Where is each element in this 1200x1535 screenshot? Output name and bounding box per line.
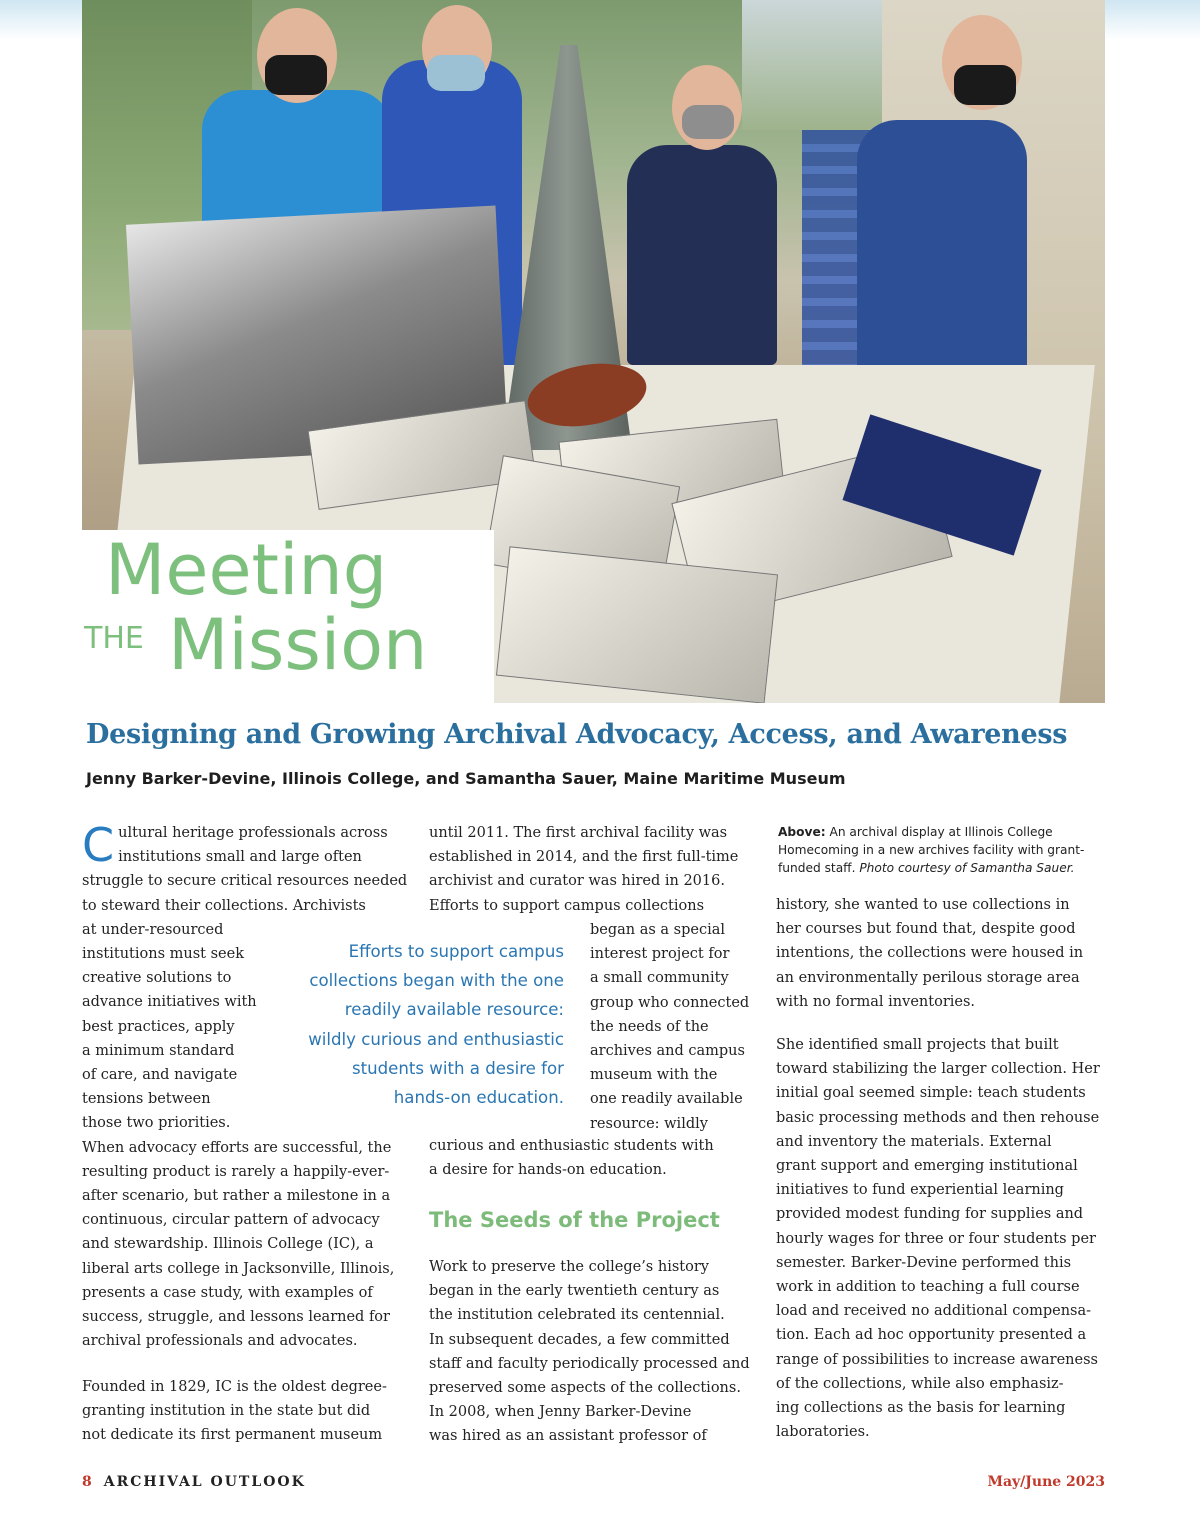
issue-date: May/June 2023 [987,1474,1105,1490]
text-line: tion. Each ad hoc opportunity presented a [776,1327,1087,1344]
text-line: work in addition to teaching a full course [776,1279,1080,1296]
text-line: one readily available [590,1091,743,1108]
text-line: at under-resourced [82,921,224,938]
text-line: ultural heritage professionals across [118,825,388,841]
text-line: In 2008, when Jenny Barker-Devine [429,1404,692,1421]
col1-paragraph-2 [82,1375,412,1448]
text-line: archives and campus [590,1043,745,1060]
text-line: range of possibilities to increase awareness [776,1351,1098,1368]
photo-mask-3 [682,105,734,139]
caption-label: Above: [778,825,826,839]
text-line: grant support and emerging institutional [776,1158,1078,1175]
title-line-2: Mission [168,604,428,686]
text-line: of the collections, while also emphasiz- [776,1375,1064,1392]
text-line: a desire for hands-on education. [429,1162,667,1179]
text-line: laboratories. [776,1424,870,1441]
text-line: not dedicate its first permanent museum [82,1427,383,1444]
text-line: curious and enthusiastic students with [429,1138,714,1154]
text-line: presents a case study, with examples of [82,1284,373,1301]
pull-quote-line: wildly curious and enthusiastic [308,1029,564,1049]
text-line: a minimum standard [82,1042,235,1059]
text-line: group who connected [590,994,750,1011]
text-line: until 2011. The first archival facility was [429,825,728,841]
text-line: liberal arts college in Jacksonville, Illinois, [82,1260,395,1277]
text-line: began as a special [590,922,726,938]
text-line: archival professionals and advocates. [82,1333,358,1350]
text-line: Efforts to support campus collections [429,897,705,914]
text-line: to steward their collections. Archivists [82,897,366,914]
text-line: hourly wages for three or four students per [776,1230,1096,1247]
photo-mask-2 [427,55,485,91]
pull-quote-line: readily available resource: [344,1000,564,1020]
photo-yearbook [496,546,778,703]
pull-quote-line: collections began with the one [309,971,564,991]
text-line: institutions small and large often [118,849,362,866]
text-line: creative solutions to [82,970,232,987]
text-line: an environmentally perilous storage area [776,969,1080,986]
photo-person-3 [627,145,777,365]
text-line: began in the early twentieth century as [429,1283,720,1300]
text-line: provided modest funding for supplies and [776,1206,1084,1223]
text-line: success, struggle, and lessons learned for [82,1309,390,1326]
text-line: preserved some aspects of the collections. [429,1380,741,1397]
text-line: toward stabilizing the larger collection. Her [776,1061,1100,1078]
text-line: intentions, the collections were housed in [776,945,1084,962]
text-line: was hired as an assistant professor of [429,1428,707,1445]
text-line: basic processing methods and then rehouse [776,1109,1100,1126]
text-line: history, she wanted to use collections in [776,897,1070,913]
text-line: and inventory the materials. External [776,1133,1052,1150]
article-subtitle: Designing and Growing Archival Advocacy, Access, and Awareness [86,719,1068,750]
title-the: THE [84,621,144,656]
photo-window-right [742,0,892,130]
text-line: Founded in 1829, IC is the oldest degree- [82,1379,387,1395]
text-line: struggle to secure critical resources needed [82,873,408,890]
pull-quote-line: hands-on education. [393,1088,564,1108]
text-line: In subsequent decades, a few committed [429,1331,730,1348]
text-line: initial goal seemed simple: teach students [776,1085,1086,1102]
col2-paragraph-1-wrap [590,918,770,1136]
drop-cap: C [82,818,115,872]
text-line: tensions between [82,1091,211,1108]
text-line: those two priorities. [82,1115,231,1132]
text-line: ing collections as the basis for learning [776,1400,1066,1417]
text-line: semester. Barker-Devine performed this [776,1254,1072,1271]
text-line: museum with the [590,1067,718,1084]
col3-paragraph-2 [776,1033,1110,1444]
text-line: after scenario, but rather a milestone in a [82,1188,391,1205]
text-line: institutions must seek [82,946,244,963]
text-line: initiatives to fund experiential learning [776,1182,1064,1199]
text-line: best practices, apply [82,1018,235,1035]
col3-paragraph-1 [776,893,1110,1014]
text-line: continuous, circular pattern of advocacy [82,1212,380,1229]
text-line: archivist and curator was hired in 2016. [429,873,725,890]
publication-name: ARCHIVAL OUTLOOK [103,1474,306,1490]
col2-paragraph-2 [429,1255,764,1449]
text-line: established in 2014, and the first full-time [429,849,739,866]
text-line: granting institution in the state but did [82,1403,371,1420]
page-number: 8 [82,1474,94,1490]
pull-quote-line: students with a desire for [351,1058,564,1078]
photo-mask-4 [954,65,1016,105]
text-line: a small community [590,970,729,987]
photo-mask-1 [265,55,327,95]
title-line-1: Meeting [105,529,388,611]
text-line: and stewardship. Illinois College (IC), a [82,1236,374,1253]
text-line: the needs of the [590,1018,709,1035]
text-line: with no formal inventories. [776,993,976,1010]
col2-paragraph-1-top [429,821,764,918]
caption-text: An archival display at Illinois College Homecoming in a new archives facility with grant-funded staff. [778,825,1085,875]
pull-quote-line: Efforts to support campus [348,942,564,961]
text-line: resulting product is rarely a happily-ever- [82,1163,390,1180]
footer-left [82,1474,306,1490]
section-heading: The Seeds of the Project [429,1208,720,1232]
text-line: interest project for [590,946,730,963]
text-line: advance initiatives with [82,994,257,1011]
col2-paragraph-1-bottom [429,1134,764,1182]
text-line: her courses but found that, despite good [776,921,1076,938]
article-authors: Jenny Barker-Devine, Illinois College, and Samantha Sauer, Maine Maritime Museum [86,769,846,788]
text-line: of care, and navigate [82,1067,238,1084]
text-line: resource: wildly [590,1115,708,1132]
text-line: load and received no additional compensa- [776,1303,1092,1320]
text-line: When advocacy efforts are successful, the [82,1139,392,1156]
photo-caption [778,823,1098,877]
text-line: She identified small projects that built [776,1037,1059,1053]
text-line: Work to preserve the college’s history [429,1259,709,1275]
text-line: staff and faculty periodically processed and [429,1355,750,1372]
text-line: the institution celebrated its centennial. [429,1307,725,1324]
caption-credit: Photo courtesy of Samantha Sauer. [859,861,1075,875]
pull-quote [274,937,564,1112]
